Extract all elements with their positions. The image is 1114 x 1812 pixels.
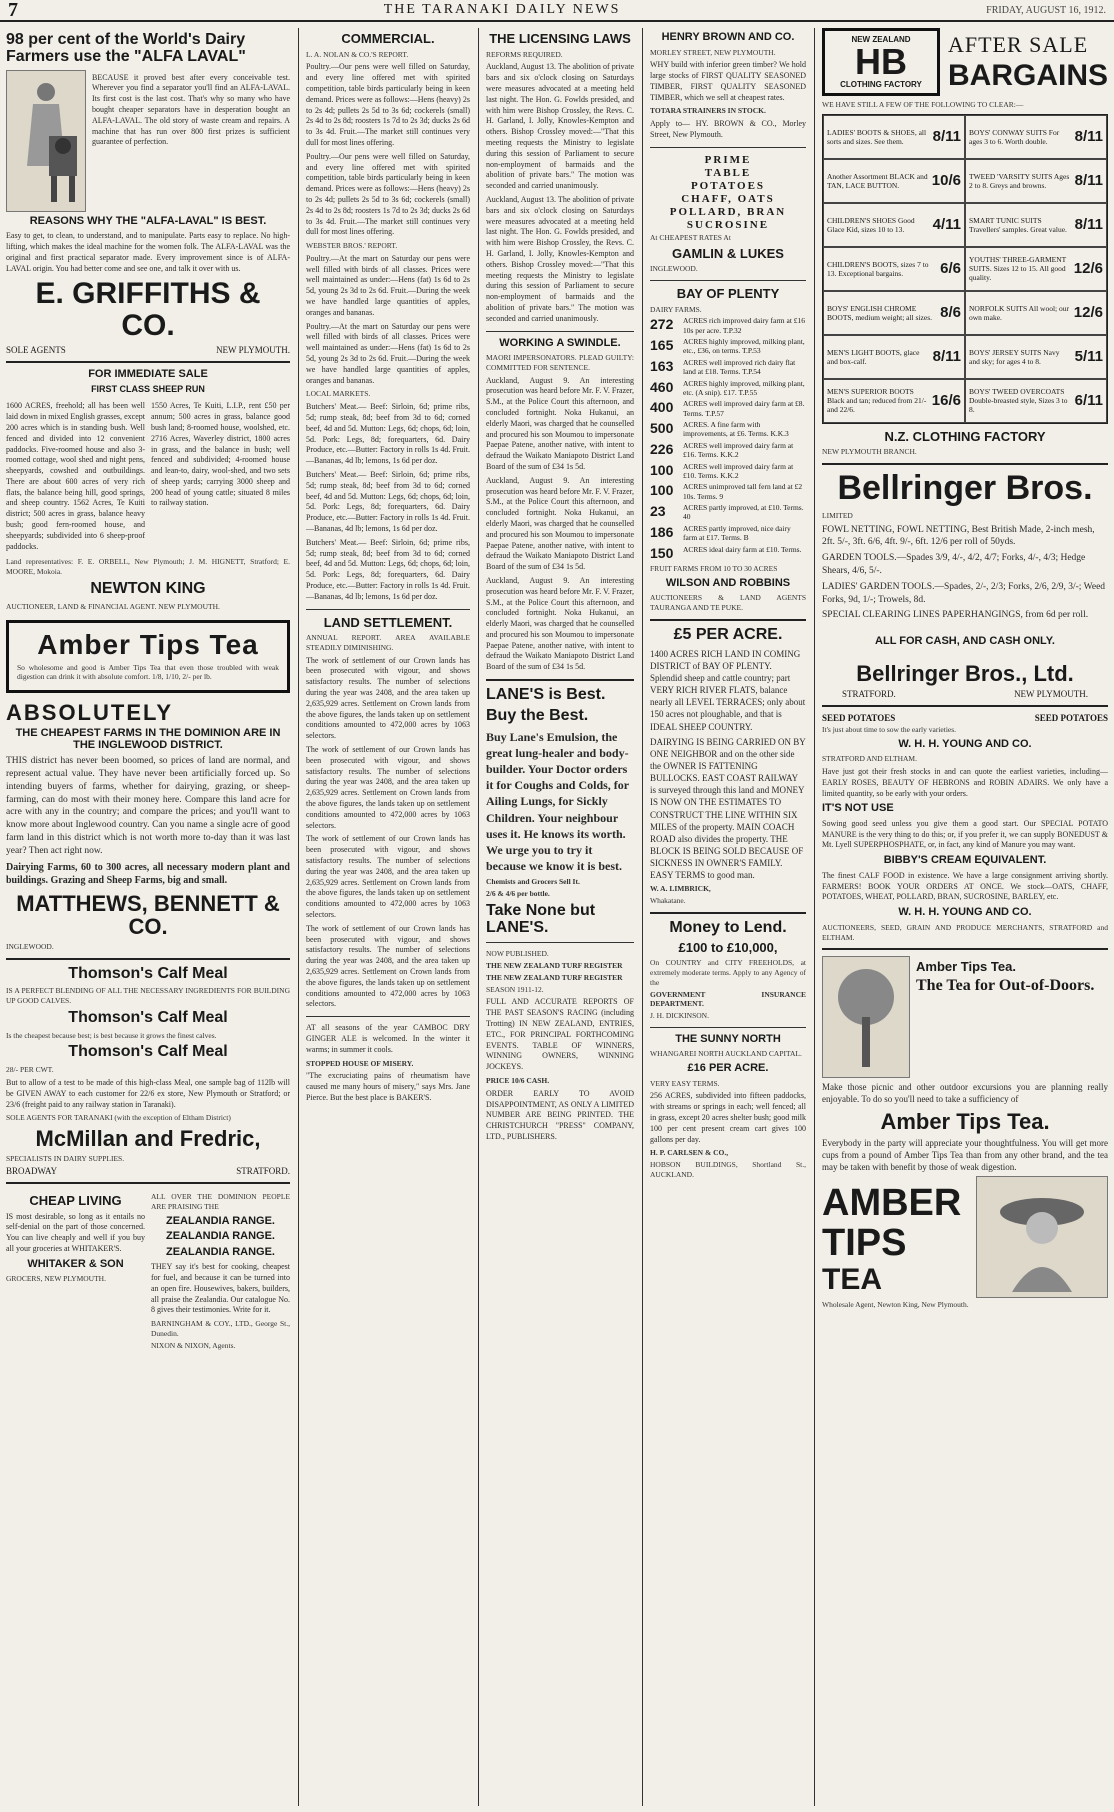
licensing-heading: THE LICENSING LAWS (489, 31, 631, 46)
produce-word: POLLARD, BRAN (669, 205, 787, 218)
turf-price: PRICE 10/6 CASH. (486, 1076, 550, 1086)
swindle-heading: WORKING A SWINDLE. (499, 336, 621, 349)
sunny-body: 256 ACRES, subdivided into fifteen paddocks, with streams or springs in each; well fenced; all in grass, except 20 acres shelter bush; good milk 100 per cent present cream cart gives 100 gallons per day. (650, 1091, 806, 1144)
turf-season: SEASON 1911-12. (486, 984, 544, 994)
bargain-item (823, 203, 965, 247)
produce-cheapest: At CHEAPEST RATES At (650, 232, 731, 242)
thomson-calf-meal-3-body: But to allow of a test to be made of this high-class Meal, one sample bag of 112lb will be GIVEN AWAY to each customer for 22/6 ex store, New Plymouth or Stratford; or 23/6 (freight paid to any railway station in Taranaki). (6, 1078, 290, 1109)
wilson-subtitle: AUCTIONEERS & LAND AGENTS TAURANGA AND TE PUKE. (650, 593, 806, 613)
produce-word: SUCROSINE (686, 218, 770, 231)
bargain-item (823, 247, 965, 291)
farm-listing (650, 399, 806, 418)
matthews-bennett: MATTHEWS, BENNETT & CO. (16, 890, 280, 939)
sale-title: FOR IMMEDIATE SALE (88, 368, 208, 381)
ginger-ale-ad: AT all seasons of the year CAMBOC DRY GINGER ALE is welcomed. In the winter it warms; in summer it cools. (306, 1023, 470, 1054)
farm-description: ACRES partly improved, at £10. Terms. 40 (683, 503, 804, 522)
bargain-item (823, 291, 965, 335)
local-markets-title: LOCAL MARKETS. (306, 389, 371, 399)
licensing-body-2: Auckland, August 13. The abolition of private bars and six o'clock closing on Saturdays were measures advocated at a meeting held last night. The Hon. G. Fowlds presided, and with him were Bishop Crossley, the Revs. C. H. Garland, I. Jolly, Knowles-Kempton and others. Bishop Crossley moved:—"That this meeting requests the Ministry to legislate during this session of Parliament to secure non-employment of barmaids and the abolition of private bars." The motion was seconded and carried unanimously. (486, 194, 634, 323)
turf-register-1: THE NEW ZEALAND TURF REGISTER (486, 961, 623, 971)
bargain-item (965, 247, 1107, 291)
mcmillan-stratford: STRATFORD. (236, 1166, 290, 1177)
bargain-price: 12/6 (1073, 303, 1103, 321)
limbrick: W. A. LIMBRICK, (650, 884, 711, 894)
farm-listing (650, 524, 806, 543)
amber-ad-body-2: Everybody in the party will appreciate your thoughtfulness. You will get more cups from a pound of Amber Tips Tea than from any other brand, and the tea may be taken with benefit by those of weak digestion. (822, 1137, 1108, 1172)
licensing-body: Auckland, August 13. The abolition of private bars and six o'clock closing on Saturdays were measures advocated at a meeting held last night. The Hon. G. Fowlds presided, and with him were Bishop Crossley, the Revs. C. H. Garland, I. Jolly, Knowles-Kempton and others. Bishop Crossley moved:—"That this meeting requests the Ministry to legislate during this session of Parliament to secure non-employment of barmaids and the abolition of private bars." The motion was seconded and carried unanimously. (486, 62, 634, 191)
farm-description: ACRES well improved dairy farm at £8. Terms. T.P.57 (683, 399, 805, 418)
bargain-price: 8/11 (1074, 215, 1103, 233)
bargains: BARGAINS (947, 58, 1108, 92)
whitaker-son: WHITAKER & SON (27, 1257, 124, 1270)
commercial-heading: COMMERCIAL. (341, 31, 435, 46)
amber-tips-tea-title: Amber Tips Tea (37, 628, 259, 660)
hb-logo-top: NEW ZEALAND (851, 35, 911, 44)
farm-acres: 460 (650, 378, 674, 395)
young-2-subtitle: AUCTIONEERS, SEED, GRAIN AND PRODUCE MERCHANTS, STRATFORD and ELTHAM. (822, 922, 1108, 942)
column-5 (816, 28, 1114, 1806)
sunny-north: THE SUNNY NORTH (675, 1032, 781, 1045)
seed-intro: It's just about time to sow the early varieties. (822, 724, 957, 734)
farm-acres: 23 (650, 503, 666, 520)
issue-date: FRIDAY, AUGUST 16, 1912. (986, 4, 1106, 16)
farm-acres: 186 (650, 523, 674, 540)
money-range: £100 to £10,000, (678, 939, 778, 955)
gamlin-location: INGLEWOOD. (650, 264, 698, 274)
farm-listing (650, 420, 806, 439)
farm-listing (650, 482, 806, 501)
farm-description: ACRES well improved dairy farm at £10. Terms. K.K.2 (683, 461, 794, 480)
its-not-use-body: Sowing good seed unless you give them a good start. Our SPECIAL POTATO MANURE is the very thing to do this; or, if you prefer it, we can supply BONEDUST & Mt. Lyell SUPERPHOSPHATE, or, in fact, any kind of Manure you may want. (822, 818, 1108, 850)
turf-body: FULL AND ACCURATE REPORTS OF THE PAST SEASON'S RACING (including Trotting) IN NEW ZEALAND, ENTRIES, ETC., FOR PRINCIPAL FORTHCOMING EVENTS. TABLE OF WINNERS, WINNING OWNERS, WINNING JOCKEYS. (486, 997, 634, 1072)
thomson-calf-meal-2-subtitle: Is the cheapest because best; is best because it grows the finest calves. (6, 1030, 217, 1040)
bargain-price: 6/11 (1074, 391, 1103, 409)
alfa-laval-headline: 98 per cent of the World's Dairy Farmers use the "ALFA LAVAL" (6, 31, 246, 65)
govt-insurance: GOVERNMENT INSURANCE DEPARTMENT. (650, 989, 806, 1009)
farm-listing (650, 337, 806, 356)
column-3 (480, 28, 640, 1806)
local-markets-body-3: Butchers' Meat.— Beef: Sirloin, 6d; prime ribs, 5d; rump steak, 8d; beef from 3d to 6d; corned beef, 4d and 5d. Mutton: Legs, 6d; chops, 6d; loin, 5d. Pork: Legs, 8d; forequarters, 6d. Dairy Produce, etc.—Butter: Factory in rolls 1s 4d. Fruit.—Bananas, 4d lb; lemons, 1s 6d per doz. (306, 537, 470, 601)
henry-brown-apply: Apply to— HY. BROWN & CO., Morley Street, New Plymouth. (650, 119, 806, 140)
bibby-body: The finest CALF FOOD in existence. We have a large consignment arriving shortly. FARMERS! BOOK YOUR ORDERS AT ONCE. We stock—OATS, CHAFF, POTATOES, WHEAT, POLLARD, BRAN, SUCROSINE, BARLEY, etc. (822, 870, 1108, 902)
nolan-report-title: L. A. NOLAN & CO.'S REPORT. (306, 49, 409, 59)
amber-letters-2: TIPS (822, 1222, 907, 1265)
sale-subtitle: FIRST CLASS SHEEP RUN (91, 383, 205, 394)
column-4 (644, 28, 812, 1806)
bellringer-bros-ltd: Bellringer Bros., Ltd. (856, 660, 1074, 686)
lanes-price: 2/6 & 4/6 per bottle. (486, 889, 550, 899)
bargain-item (965, 115, 1107, 159)
bargain-item (965, 379, 1107, 423)
misery-heading: STOPPED HOUSE OF MISERY. (306, 1058, 414, 1068)
amber-letters-3: TEA (822, 1262, 882, 1296)
webster-report-body: Poultry.—At the mart on Saturday our pens were well filled with birds of all classes. Prices were well maintained as under:—Hens (fat) 1s 6d to 2s 5d, young 2s 3d to 2s 6d. Fruit.—During the week we have handled large quantities of apples, oranges and bananas. (306, 253, 470, 317)
bargain-description: NORFOLK SUITS All wool; our own make. (969, 303, 1070, 322)
totara-strainers: TOTARA STRAINERS IN STOCK. (650, 106, 766, 116)
woman-portrait-illustration (976, 1176, 1108, 1298)
land-settlement-body: The work of settlement of our Crown lands has been prosecuted with vigour, and shows satisfactory results. The number of selections during the year was 2408, and the area taken up 2,635,929 acres. Settlement on Crown lands from the above figures, the lands taken up on settlement conditions amounted to 472,000 acres by 1063 selectors. (306, 655, 470, 741)
farm-listing (650, 441, 806, 460)
five-per-acre-body: 1400 ACRES RICH LAND IN COMING DISTRICT of BAY OF PLENTY. Splendid sheep and cattle country; part VERY RICH RIVER FLATS, balance nearly all LEVEL TERRACES; only about 150 acres not ploughable, and that is IDEAL SHEEP COUNTRY. (650, 648, 806, 732)
swindle-subtitle: MAORI IMPERSONATORS. PLEAD GUILTY: COMMITTED FOR SENTENCE. (486, 353, 634, 372)
lanes-best: LANE'S is Best. (486, 686, 606, 704)
bargains-grid (822, 114, 1108, 424)
bargain-item (823, 115, 965, 159)
farm-description: ACRES rich improved dairy farm at £16 10s per acre. T.P.32 (683, 316, 806, 335)
bargain-item (965, 335, 1107, 379)
newton-king-subtitle: AUCTIONEER, LAND & FINANCIAL AGENT. NEW PLYMOUTH. (6, 601, 220, 611)
local-markets-body-2: Butchers' Meat.— Beef: Sirloin, 6d; prime ribs, 5d; rump steak, 8d; beef from 3d to 6d; corned beef, 4d and 5d. Mutton: Legs, 6d; chops, 6d; loin, 5d. Pork: Legs, 8d; forequarters, 6d. Dairy Produce, etc.—Butter: Factory in rolls 1s 4d. Fruit.—Bananas, 4d lb; lemons, 1s 6d per doz. (306, 469, 470, 533)
fruit-farms: FRUIT FARMS FROM 10 TO 30 ACRES (650, 564, 778, 574)
barningham: BARNINGHAM & COY., LTD., George St., Dunedin. (151, 1319, 290, 1338)
bargain-price: 8/11 (932, 347, 961, 365)
bargain-description: CHILDREN'S SHOES Good Glace Kid, sizes 10 to 13. (827, 215, 915, 234)
swindle-body: Auckland, August 9. An interesting prosecution was heard before Mr. F. V. Frazer, S.M., at the Police Court this afternoon, and concluded fortnight. Noka Hukanui, an elderly Maori, was charged that he counselled and procured his son Moumou to impersonate Paepae Patene, another native, with intent to defraud the Waikato Maniapoto District Land Board of the sum of £34 1s 5d. (486, 375, 634, 471)
young-co-2: W. H. H. YOUNG AND CO. (898, 906, 1032, 919)
limbrick-location: Whakatane. (650, 896, 686, 906)
page-number: 7 (8, 0, 18, 21)
take-none-but-lanes: Take None but LANE'S. (486, 901, 596, 936)
farm-description: ACRES partly improved, nice dairy farm at £17. Terms. B (683, 523, 791, 543)
bargain-item (823, 159, 965, 203)
newspaper-title: THE TARANAKI DAILY NEWS (383, 2, 621, 17)
cash-only: ALL FOR CASH, AND CASH ONLY. (875, 635, 1055, 648)
land-settlement-body-4: The work of settlement of our Crown lands has been prosecuted with vigour, and shows satisfactory results. The number of selections during the year was 2408, and the area taken up 2,635,929 acres. Settlement on Crown lands from the above figures, the lands taken up on settlement conditions amounted to 472,000 acres by 1063 selectors. (306, 923, 470, 1009)
hb-clothing-logo (822, 28, 940, 96)
nixon-agents: NIXON & NIXON, Agents. (151, 1340, 236, 1350)
wholesale-agent: Wholesale Agent, Newton King, New Plymouth. (822, 1300, 969, 1310)
bargain-item (965, 203, 1107, 247)
bargain-description: BOYS' ENGLISH CHROME BOOTS, medium weight; all sizes. (827, 303, 932, 322)
five-per-acre: £5 PER ACRE. (673, 625, 783, 643)
zealandia-range-2: ZEALANDIA RANGE. (166, 1230, 275, 1243)
amber-ad-big: Amber Tips Tea. (880, 1108, 1050, 1134)
farm-description: ACRES. A fine farm with improvements, at £6. Terms. K.K.3 (683, 420, 789, 439)
farm-acres: 100 (650, 482, 674, 499)
bargain-price: 12/6 (1073, 259, 1103, 277)
bargain-item (823, 379, 965, 423)
thomson-calf-meal-1: Thomson's Calf Meal (68, 964, 228, 982)
thomson-calf-meal-1-subtitle: IS A PERFECT BLENDING OF ALL THE NECESSARY INGREDIENTS FOR BUILDING UP GOOD CALVES. (6, 986, 290, 1006)
local-markets-body: Butchers' Meat.— Beef: Sirloin, 6d; prime ribs, 5d; rump steak, 8d; beef from 3d to 6d; corned beef, 4d and 5d. Mutton: Legs, 6d; chops, 6d; loin, 5d. Pork: Legs, 8d; forequarters, 6d. Dairy Produce, etc.—Butter: Factory in rolls 1s 4d. Fruit.—Bananas, 4d lb; lemons, 1s 6d per doz. (306, 402, 470, 466)
bay-of-plenty: BAY OF PLENTY (676, 285, 780, 301)
bargain-description: Another Assortment BLACK and TAN, LACE BUTTON. (827, 171, 928, 190)
nz-clothing-branch: NEW PLYMOUTH BRANCH. (822, 447, 917, 457)
amber-ad-body: Make those picnic and other outdoor excursions you are planning really enjoyable. To do so you'll need to take a sufficiency of (822, 1082, 1108, 1105)
bargain-description: SMART TUNIC SUITS Travellers' samples. Great value. (969, 215, 1067, 234)
milkmaid-separator-illustration (6, 70, 86, 212)
bargain-description: CHILDREN'S BOOTS, sizes 7 to 13. Exceptional bargains. (827, 259, 929, 278)
lanes-buy-best: Buy the Best. (486, 706, 589, 724)
dairying-neighbour-body: DAIRYING IS BEING CARRIED ON BY ONE NEIGHBOR and on the other side the OWNER IS FATTENING BULLOCKS. EAST COAST RAILWAY is surveyed through this land and MONEY IS NOW ON THE ESTIMATES TO CONSTRUCT THE LINE WITHIN SIX MILES of the property. MAIN COACH ROAD also divides the property. THE BLOCK IS BEING SOLD BECAUSE OF SICKNESS IN OWNER'S FAMILY. EASY TERMS to good man. (650, 736, 806, 881)
young-co: W. H. H. YOUNG AND CO. (898, 737, 1032, 750)
swindle-body-2: Auckland, August 9. An interesting prosecution was heard before Mr. F. V. Frazer, S.M., at the Police Court this afternoon, and concluded fortnight. Noka Hukanui, an elderly Maori, was charged that he counselled and procured his son Moumou to impersonate Paepae Patene, another native, with intent to defraud the Waikato Maniapoto District Land Board of the sum of £34 1s 5d. (486, 475, 634, 572)
whitaker-subtitle: GROCERS, NEW PLYMOUTH. (6, 1274, 106, 1284)
tree-illustration (822, 956, 910, 1078)
bellringer-bros: Bellringer Bros. (837, 469, 1093, 508)
cheap-living-body: IS most desirable, so long as it entails no self-denial on the part of those concerned. You can live cheaply and well if you buy all your groceries at WHITAKER'S. (6, 1211, 145, 1254)
cheap-living: CHEAP LIVING (29, 1193, 122, 1209)
farm-acres: 163 (650, 357, 674, 374)
bay-dairy-farms: DAIRY FARMS. (650, 304, 702, 314)
henry-brown-body: WHY build with inferior green timber? We hold large stocks of FIRST QUALITY SEASONED TIMBER, FIRST QUALITY SEASONED TIMBER, which we sell at cheapest rates. (650, 60, 806, 102)
bargain-price: 8/11 (932, 127, 961, 145)
column-rule (642, 28, 643, 1806)
its-not-use: IT'S NOT USE (822, 802, 894, 815)
alfa-reasons-title: REASONS WHY THE "ALFA-LAVAL" IS BEST. (29, 214, 267, 227)
farm-acres: 100 (650, 461, 674, 478)
mcmillan-subtitle: SPECIALISTS IN DAIRY SUPPLIES. (6, 1154, 125, 1164)
money-body: On COUNTRY and CITY FREEHOLDS, at extremely moderate terms. Apply to any Agency of the (650, 958, 806, 987)
column-rule (298, 28, 299, 1806)
absolutely-body: THIS district has never been boomed, so prices of land are normal, and represent actual value. They have never been artificially forced up. So intending buyers of farms, whether for dairying, grazing, or sheep-farming, can do most with their money here. Compare this land acre for acre with any in the country; and compare the prices; and you'll want to know more about Inglewood country. Can you name a single acre of good farm land in this district which is not worth more to-day than it was last year? Then act right now. (6, 756, 290, 856)
produce-word: CHAFF, OATS (681, 192, 775, 205)
bargain-description: BOYS' JERSEY SUITS Navy and sky; for ages 4 to 8. (969, 347, 1060, 366)
farm-acres: 272 (650, 316, 674, 333)
henry-brown-heading: HENRY BROWN AND CO. (661, 31, 795, 43)
after-sale: AFTER SALE (947, 31, 1089, 57)
sale-listing-left: 1600 ACRES, freehold; all has been well laid down in mixed English grasses, except 200 acres which is in standing bush. Well fenced and divided into 12 convenient paddocks. Five-roomed house and also 3-roomed cottage, wool shed and night pens, sheepyards, cowshed and outbuildings. There are about 600 acres of very rich flats, the balance being hill, good springs, and sheep country. 1562 Acres, Te Kuiti district; 500 acres in grass, balance heavy bush; good fern-roomed house, and sheepyards; subdivided into 6 sheep-proof paddocks. (6, 401, 145, 551)
bellringer-new-plymouth: NEW PLYMOUTH. (1014, 688, 1088, 699)
farm-listing (650, 358, 806, 377)
sale-listing-right: 1550 Acres, Te Kuiti, L.I.P., rent £50 per annum; 500 acres in grass, balance good bush land; 8-roomed house, woolshed, etc. 2716 Acres, Waverley district, 1800 acres in grass, and the balance in bush; well fenced and subdivided; 4-roomed house and lean-to, dairy, wool-shed, and two sets of sheep yards; carrying 3000 sheep and 200 head of young cattle; situated 8 miles to railway station. (151, 401, 290, 508)
amber-tips-tea-banner (6, 620, 290, 694)
land-settlement-body-3: The work of settlement of our Crown lands has been prosecuted with vigour, and shows satisfactory results. The number of selections during the year was 2408, and the area taken up 2,635,929 acres. Settlement on Crown lands from the above figures, the lands taken up on settlement conditions amounted to 472,000 acres by 1063 selectors. (306, 834, 470, 920)
griffiths-sole-agents: SOLE AGENTS (6, 345, 66, 356)
farm-listing (650, 316, 806, 335)
column-rule (814, 28, 815, 1806)
bellringer-fowl-netting: FOWL NETTING, FOWL NETTING, Best British Made, 2-inch mesh, 2ft. 5/-, 3ft. 6/6, 4ft. 9/-, 6ft. 12/6 per roll of 50yds. (822, 524, 1095, 548)
nolan-report-body: Poultry.—Our pens were well filled on Saturday, and every line offered met with spirited competition, table birds particularly being in keen demand. Prices were as follows:—Hens (heavy) 2s to 2s 4d; pullets 2s 5d to 3s 6d; cockerels (small) 2s 4d to 2s 8d; roosters 1s 7d to 2s 3d; ducks 2s 6d to 3s 4d. Fruit.—The market still continues very dull for most lines offering. (306, 62, 470, 147)
bargain-description: YOUTHS' THREE-GARMENT SUITS. Sizes 12 to 15. All good quality. (969, 255, 1067, 283)
farm-description: ACRES highly improved, milking plant, etc. (A snip). £17. T.P.55 (683, 378, 805, 397)
sunny-price: £16 PER ACRE. (687, 1062, 769, 1075)
wilson-robbins: WILSON AND ROBBINS (665, 576, 791, 589)
zealandia-body: THEY say it's best for cooking, cheapest for fuel, and because it can be turned into an open fire. Housewives, bakers, builders, all praise the Zealandia. Our catalogue No. 8 gives their testimonies. Write for it. (151, 1262, 290, 1315)
money-to-lend: Money to Lend. (669, 918, 787, 936)
sunny-terms: VERY EASY TERMS. (650, 1078, 720, 1088)
henry-brown-subtitle: MORLEY STREET, NEW PLYMOUTH. (650, 47, 776, 57)
amber-ad-title: Amber Tips Tea. (916, 959, 1016, 975)
griffiths-name: E. GRIFFITHS & CO. (35, 277, 261, 342)
swindle-body-3: Auckland, August 9. An interesting prosecution was heard before Mr. F. V. Frazer, S.M., at the Police Court this afternoon, and concluded fortnight. Noka Hukanui, an elderly Maori, was charged that he counselled and procured his son Moumou to impersonate Paepae Patene, another native, with intent to defraud the Waikato Maniapoto District Land Board of the sum of £34 1s 5d. (486, 575, 634, 672)
mcmillan-broadway: BROADWAY (6, 1166, 58, 1177)
farm-description: ACRES highly improved, milking plant, etc., £36, on terms. T.P.53 (683, 337, 805, 356)
bargain-price: 6/6 (940, 259, 961, 277)
masthead (0, 0, 1114, 22)
govt-agent: J. H. DICKINSON. (650, 1011, 709, 1021)
bargain-price: 4/11 (932, 215, 961, 233)
farm-acres: 150 (650, 544, 674, 561)
turf-now-published: NOW PUBLISHED. (486, 949, 549, 959)
land-settlement-body-2: The work of settlement of our Crown lands has been prosecuted with vigour, and shows satisfactory results. The number of selections during the year was 2408, and the area taken up 2,635,929 acres. Settlement on Crown lands from the above figures, the lands taken up on settlement conditions amounted to 472,000 acres by 1063 selectors. (306, 745, 470, 830)
bellringer-ladies-tools: LADIES' GARDEN TOOLS.—Spades, 2/-, 2/3; Forks, 2/6, 2/9, 3/-; Weed Forks, 9d, 1/-; Trowels, 8d. (822, 581, 1106, 605)
carlsen-address: HOBSON BUILDINGS, Shortland St., AUCKLAND. (650, 1160, 806, 1179)
griffiths-location: NEW PLYMOUTH. (216, 345, 290, 356)
farm-description: ACRES well improved rich dairy flat land at £18. Terms. T.P.54 (683, 357, 796, 377)
bargain-price: 8/11 (1074, 127, 1103, 145)
bellringer-paperhangings: SPECIAL CLEARING LINES PAPERHANGINGS, from 6d per roll. (822, 610, 1089, 621)
hb-logo-letters: HB (854, 41, 907, 82)
thomson-calf-meal-3: Thomson's Calf Meal (68, 1043, 228, 1061)
bargain-description: MEN'S SUPERIOR BOOTS Black and tan; reduced from 21/- and 22/6. (827, 387, 927, 415)
alfa-reasons-body: Easy to get, to clean, to understand, and to manipulate. Parts easy to replace. No high-lifting, which makes the ideal machine for the women folk. The ALFA-LAVAL was the original and first practical separator made. Every improvement since is of ALFA-LAVAL origin. You had better come and see one, and talk it over with us. (6, 231, 290, 273)
zealandia-range-1: ZEALANDIA RANGE. (166, 1214, 275, 1227)
sunny-north-subtitle: WHANGAREI NORTH AUCKLAND CAPITAL. (650, 1049, 802, 1059)
bargain-price: 8/6 (940, 303, 961, 321)
farm-listing (650, 379, 806, 398)
newton-king: NEWTON KING (90, 579, 206, 597)
carlsen: H. P. CARLSEN & CO., (650, 1148, 729, 1158)
lanes-body: Buy Lane's Emulsion, the great lung-healer and body-builder. Your Doctor orders it for Coughs and Colds, for Ailing Lungs, for Sickly Children. Your neighbour uses it. He knows its worth. We urge you to try it because we know it is best. (486, 729, 629, 874)
column-1 (0, 28, 296, 1806)
nolan-report-body-2: Poultry.—Our pens were well filled on Saturday, and every line offered met with spirited competition, table birds particularly being in keen demand. Prices were as follows:—Hens (heavy) 2s to 2s 4d; pullets 2s 5d to 3s 6d; cockerels (small) 2s 4d to 2s 8d; roosters 1s 7d to 2s 3d; ducks 2s 6d to 3s 4d. Fruit.—The market still continues very dull for most lines offering. (306, 151, 470, 237)
amber-ad-tagline: The Tea for Out-of-Doors. (916, 976, 1095, 994)
mcmillan-fredric: McMillan and Fredric, (35, 1126, 261, 1152)
bargain-price: 8/11 (1074, 171, 1103, 189)
bargain-description: BOYS' CONWAY SUITS For ages 3 to 6. Worth double. (969, 127, 1060, 146)
farm-listing (650, 545, 806, 563)
bargain-price: 10/6 (931, 171, 961, 189)
seed-potatoes-left: SEED POTATOES (822, 712, 896, 723)
licensing-subtitle: REFORMS REQUIRED. (486, 49, 563, 59)
farm-listing (650, 462, 806, 481)
zealandia-intro: ALL OVER THE DOMINION PEOPLE ARE PRAISING THE (151, 1192, 290, 1211)
bibby-cream: BIBBY'S CREAM EQUIVALENT. (883, 854, 1047, 867)
gamlin-lukes: GAMLIN & LUKES (672, 245, 784, 261)
produce-word: TABLE (704, 166, 752, 179)
farm-acres: 165 (650, 337, 674, 354)
farm-description: ACRES well improved dairy farm at £16. Terms. K.K.2 (683, 440, 794, 460)
matthews-location: INGLEWOOD. (6, 941, 54, 951)
nz-clothing-factory: N.Z. CLOTHING FACTORY (884, 428, 1046, 444)
farm-description: ACRES ideal dairy farm at £10. Terms. (683, 544, 802, 554)
absolutely-subtitle: THE CHEAPEST FARMS IN THE DOMINION ARE IN THE INGLEWOOD DISTRICT. (15, 727, 281, 751)
hb-logo-bottom: CLOTHING FACTORY (840, 80, 922, 89)
young-body: Have just got their fresh stocks in and can quote the earliest varieties, including— EARLY ROSES, BEAUTY OF HEBRONS and ROBIN ADAIRS. We only have a limited quantity, so be early with your orders. (822, 766, 1108, 798)
bargain-item (823, 335, 965, 379)
farm-listing (650, 503, 806, 522)
farm-listings (650, 316, 806, 562)
produce-word: POTATOES (690, 179, 766, 192)
alfa-laval-body: BECAUSE it proved best after every conceivable test. Wherever you find a separator you'll find an ALFA-LAVAL. Its first cost is the last cost. That's why so many who have bought cheaper separators have in desperation bought an ALFA-LAVAL. The old story of waste cream and repairs. A machine that has run over 800 first prizes is sufficient guarantee of perfection. (92, 72, 290, 147)
lanes-sold: Chemists and Grocers Sell It. (486, 877, 580, 887)
thomson-price: 28/- PER CWT. (6, 1065, 54, 1075)
seed-potatoes-right: SEED POTATOES (1034, 712, 1108, 723)
bellringer-limited: LIMITED (822, 510, 853, 520)
turf-order: ORDER EARLY TO AVOID DISAPPOINTMENT, AS ONLY A LIMITED NUMBER ARE BEING PRINTED. THE CHRISTCHURCH "PRESS" COMPANY, LTD., PUBLISHERS. (486, 1088, 634, 1141)
sole-agents-taranaki: SOLE AGENTS FOR TARANAKI (with the exception of Eltham District) (6, 1113, 231, 1123)
column-2 (300, 28, 476, 1806)
webster-report-body-2: Poultry.—At the mart on Saturday our pens were well filled with birds of all classes. Prices were well maintained as under:—Hens (fat) 1s 6d to 2s 5d, young 2s 3d to 2s 6d. Fruit.—During the week we have handled large quantities of apples, oranges and bananas. (306, 321, 470, 385)
zealandia-range-3: ZEALANDIA RANGE. (166, 1245, 275, 1258)
misery-body: "The excruciating pains of rheumatism have caused me many hours of misery," says Mrs. Jane Pierce. But the best place is BAKER'S. (306, 1071, 470, 1102)
land-settlement-heading: LAND SETTLEMENT. (323, 614, 453, 630)
bargain-description: LADIES' BOOTS & SHOES, all sorts and sizes. See them. (827, 127, 927, 146)
bargain-item (965, 159, 1107, 203)
produce-word: PRIME (704, 153, 752, 166)
bellringer-garden-tools: GARDEN TOOLS.—Spades 3/9, 4/-, 4/2, 4/7; Forks, 4/-, 4/3; Hedge Shears, 4/6, 5/-. (822, 553, 1086, 577)
farm-acres: 400 (650, 399, 674, 416)
amber-tips-tea-subtitle: So wholesome and good is Amber Tips Tea that even those troubled with weak digestion can drink it with absolute comfort. 1/8, 1/10, 2/- per lb. (17, 662, 279, 682)
dairying-farms: Dairying Farms, 60 to 300 acres, all necessary modern plant and buildings. Grazing and Sheep Farms, big and small. (6, 861, 290, 887)
bargain-description: BOYS' TWEED OVERCOATS Double-breasted style, Sizes 3 to 8. (969, 387, 1068, 415)
absolutely-headline: ABSOLUTELY (6, 700, 174, 726)
farm-description: ACRES unimproved tall fern land at £2 10s. Terms. 9 (683, 482, 803, 501)
land-representatives: Land representatives: F. E. ORBELL, New Plymouth; J. M. HIGNETT, Stratford; E. MOORE, Mokoia. (6, 557, 290, 577)
bargains-intro: WE HAVE STILL A FEW OF THE FOLLOWING TO CLEAR:— (822, 100, 1024, 109)
turf-register-2: THE NEW ZEALAND TURF REGISTER (486, 972, 623, 982)
thomson-calf-meal-2: Thomson's Calf Meal (68, 1008, 228, 1026)
webster-report-title: WEBSTER BROS.' REPORT. (306, 241, 398, 251)
farm-acres: 500 (650, 420, 674, 437)
young-location: STRATFORD AND ELTHAM. (822, 754, 917, 764)
bargain-description: TWEED 'VARSITY SUITS Ages 2 to 8. Greys and browns. (969, 171, 1070, 190)
land-settlement-subtitle: ANNUAL REPORT. AREA AVAILABLE STEADILY DIMINISHING. (306, 633, 470, 652)
bargain-price: 5/11 (1074, 347, 1103, 365)
column-rule (478, 28, 479, 1806)
farm-acres: 226 (650, 440, 674, 457)
bargain-item (965, 291, 1107, 335)
bellringer-stratford: STRATFORD. (842, 688, 896, 699)
bargain-description: MEN'S LIGHT BOOTS, glace and box-calf. (827, 347, 920, 366)
amber-letters-1: AMBER (822, 1182, 962, 1225)
bargain-price: 16/6 (931, 391, 961, 409)
